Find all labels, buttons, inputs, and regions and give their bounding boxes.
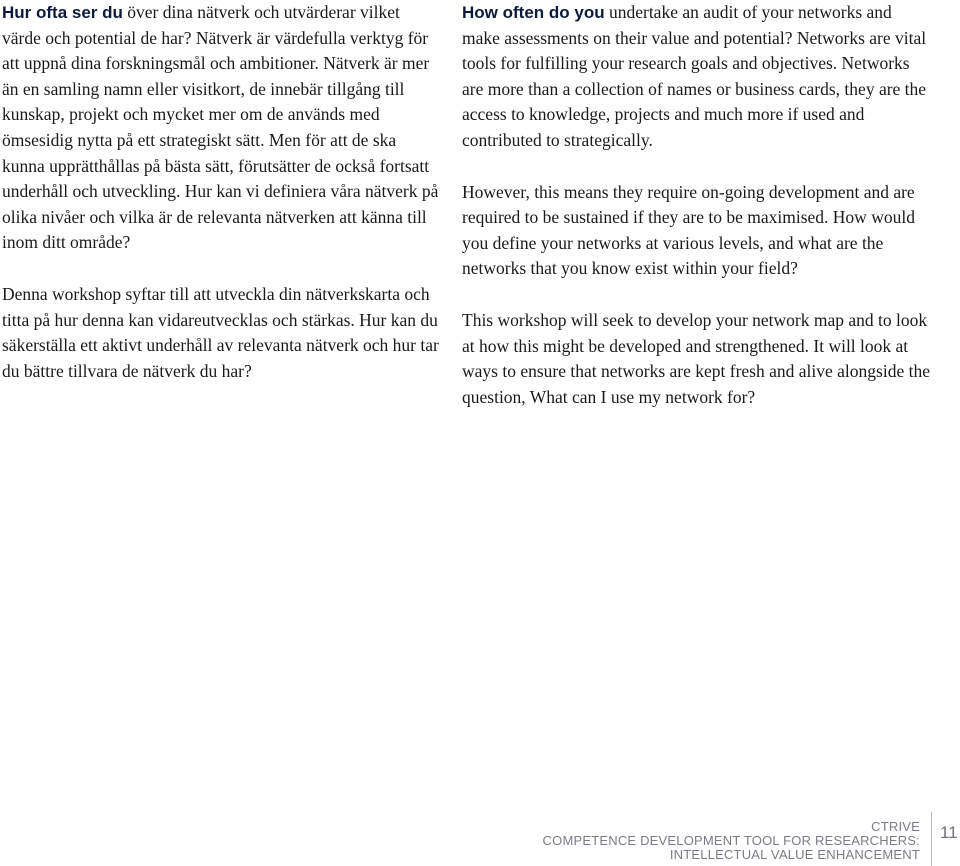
english-column <box>462 0 932 436</box>
footer-line-1: COMPETENCE DEVELOPMENT TOOL FOR RESEARCHERS: <box>542 833 920 848</box>
english-paragraph-2: However, this means they require on-going development and are required to be sustained if they are to be maximised. How would you define your networks at various levels, and what are the networks that you know exist within your field? <box>462 181 915 279</box>
swedish-column <box>2 0 442 410</box>
english-paragraph-3: This workshop will seek to develop your network map and to look at how this might be developed and strengthened. It will look at ways to ensure that networks are kept fresh and alive alongside the question, What can I use my network for? <box>462 309 930 407</box>
swedish-paragraph-1 <box>2 0 442 256</box>
english-lead-phrase: How often do you <box>462 3 605 22</box>
swedish-lead-phrase: Hur ofta ser du <box>2 3 123 22</box>
page-footer <box>543 820 920 862</box>
english-paragraph-1 <box>462 0 932 154</box>
swedish-paragraph-1-text: över dina nätverk och utvärderar vilket värde och potential de har? Nätverk är värdefulla verktyg för att uppnå dina forskningsmål och ambitioner. Nätverk är mer än en samling namn eller visitkort, de innebär tillgång till kunskap, projekt och mycket mer om de används med ömsesidig nytta på ett strategiskt sätt. Men för att de ska kunna upprätthållas på bästa sätt, förutsätter de också fortsatt underhåll och utveckling. Hur kan vi definiera våra nätverk på olika nivåer och vilka är de relevanta nätverken att känna till inom ditt område? <box>2 2 439 253</box>
page-number: 11 <box>940 823 958 842</box>
swedish-paragraph-2: Denna workshop syftar till att utveckla din nätverkskarta och titta på hur denna kan vidareutvecklas och stärkas. Hur kan du säkerställa ett aktivt underhåll av relevanta nätverk och hur tar du bättre tillvara de nätverk du har? <box>2 283 439 381</box>
english-paragraph-1-text: undertake an audit of your networks and make assessments on their value and potential? Networks are vital tools for fulfilling your research goals and objectives. Networks are more than a collection of names or business cards, they are the access to knowledge, projects and much more if used and contributed to strategically. <box>462 2 927 150</box>
footer-divider <box>931 812 932 866</box>
footer-line-2: INTELLECTUAL VALUE ENHANCEMENT <box>669 847 920 862</box>
footer-brand: CTRIVE <box>871 819 920 834</box>
